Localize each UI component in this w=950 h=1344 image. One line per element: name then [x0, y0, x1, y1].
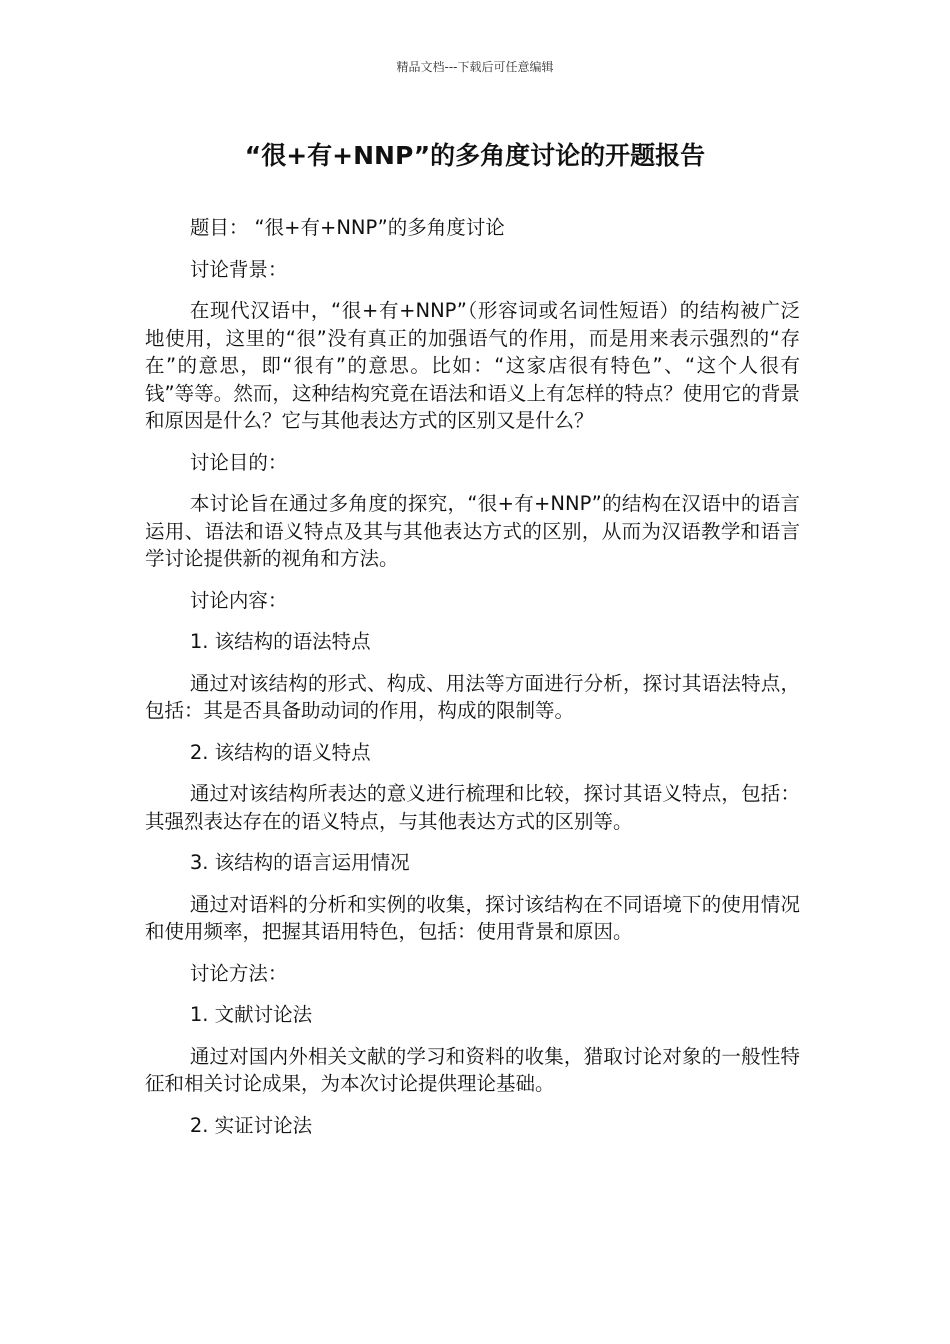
- background-paragraph: 在现代汉语中，“很+有+NNP”（形容词或名词性短语）的结构被广泛地使用，这里的“很”没有真正的加强语气的作用，而是用来表示强烈的“存在”的意思，即“很有”的意思。比如：“这家店很有特色”、“这个人很有钱”等等。然而，这种结构究竟在语法和语义上有怎样的特点？使用它的背景和原因是什么？它与其他表达方式的区别又是什么？: [145, 299, 800, 432]
- topic-line: 题目： “很+有+NNP”的多角度讨论: [189, 216, 505, 239]
- content-item-2-heading: 2. 该结构的语义特点: [189, 740, 371, 764]
- content-item-1-paragraph: 通过对该结构的形式、构成、用法等方面进行分析，探讨其语法特点，包括：其是否具备助动词的作用，构成的限制等。: [145, 671, 800, 722]
- method-item-1-paragraph: 通过对国内外相关文献的学习和资料的收集，猎取讨论对象的一般性特征和相关讨论成果，为本次讨论提供理论基础。: [145, 1044, 800, 1095]
- document-body: [145, 214, 800, 1153]
- method-item-2-heading: 2. 实证讨论法: [189, 1113, 313, 1137]
- header-note: 精品文档---下载后可任意编辑: [396, 60, 554, 74]
- content-item-2-paragraph: 通过对该结构所表达的意义进行梳理和比较，探讨其语义特点，包括：其强烈表达存在的语义特点，与其他表达方式的区别等。: [145, 782, 800, 833]
- content-item-3-heading: 3. 该结构的语言运用情况: [189, 851, 410, 874]
- purpose-paragraph: 本讨论旨在通过多角度的探究，“很+有+NNP”的结构在汉语中的语言运用、语法和语义特点及其与其他表达方式的区别，从而为汉语教学和语言学讨论提供新的视角和方法。: [145, 492, 800, 570]
- content-item-1-heading: 1. 该结构的语法特点: [189, 630, 371, 653]
- section-heading-purpose: 讨论目的：: [189, 450, 288, 474]
- method-item-1-heading: 1. 文献讨论法: [189, 1003, 313, 1026]
- section-heading-content: 讨论内容：: [189, 588, 288, 612]
- section-heading-background: 讨论背景：: [189, 257, 288, 281]
- document-title: “很+有+NNP”的多角度讨论的开题报告: [244, 141, 706, 170]
- content-item-3-paragraph: 通过对语料的分析和实例的收集，探讨该结构在不同语境下的使用情况和使用频率，把握其语用特色，包括：使用背景和原因。: [145, 892, 800, 943]
- section-heading-method: 讨论方法：: [189, 961, 288, 985]
